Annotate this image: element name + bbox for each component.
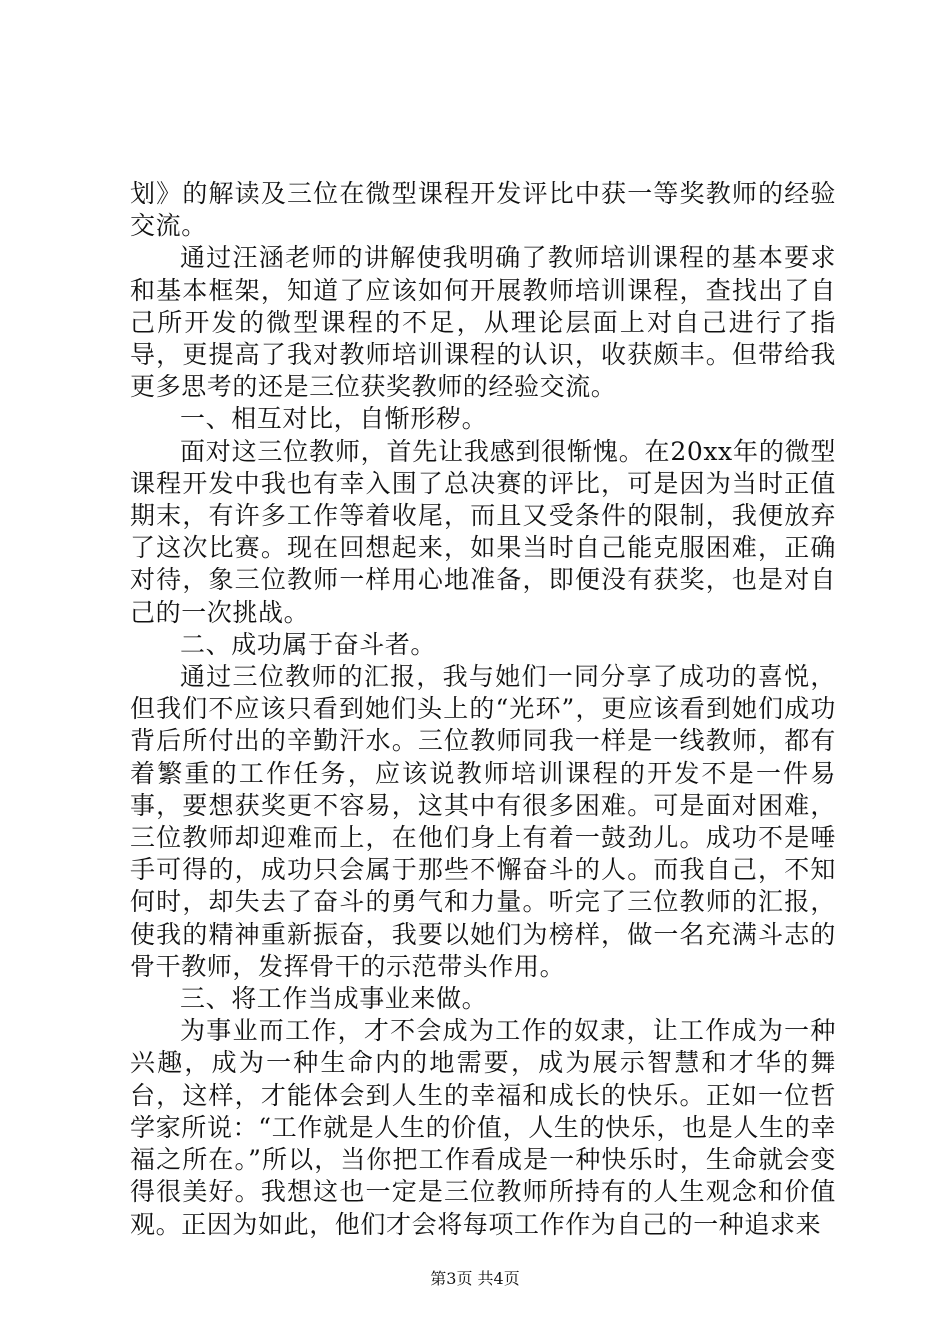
section-heading-3: 三、将工作当成事业来做。: [180, 984, 488, 1014]
paragraph-section-3: 为事业而工作，才不会成为工作的奴隶，让工作成为一种兴趣，成为一种生命内的地需要，成为展示智慧和才华的舞台，这样，才能体会到人生的幸福和成长的快乐。正如一位哲学家所说：“工作就是人生的价值，人生的快乐，也是人生的幸福之所在。”所以，当你把工作看成是一种快乐时，生命就会变得很美好。我想这也一定是三位教师所持有的人生观念和价值观。正因为如此，他们才会将每项工作作为自己的一种追求来: [130, 1016, 836, 1239]
page-number-footer: 第3页 共4页: [430, 1269, 520, 1288]
paragraph-section-1: 面对这三位教师，首先让我感到很惭愧。在20xx年的微型课程开发中我也有幸入围了总决赛的评比，可是因为当时正值期末，有许多工作等着收尾，而且又受条件的限制，我便放弃了这次比赛。现在回想起来，如果当时自己能克服困难，正确对待，象三位教师一样用心地准备，即便没有获奖，也是对自己的一次挑战。: [130, 436, 836, 627]
section-heading-1: 一、相互对比，自惭形秽。: [180, 404, 488, 434]
section-heading-2: 二、成功属于奋斗者。: [180, 629, 437, 659]
paragraph-intro: 通过汪涵老师的讲解使我明确了教师培训课程的基本要求和基本框架，知道了应该如何开展教师培训课程，查找出了自己所开发的微型课程的不足，从理论层面上对自己进行了指导，更提高了我对教师培训课程的认识，收获颇丰。但带给我更多思考的还是三位获奖教师的经验交流。: [130, 243, 836, 402]
paragraph-section-2: 通过三位教师的汇报，我与她们一同分享了成功的喜悦，但我们不应该只看到她们头上的“光环”，更应该看到她们成功背后所付出的辛勤汗水。三位教师同我一样是一线教师，都有着繁重的工作任务，应该说教师培训课程的开发不是一件易事，要想获奖更不容易，这其中有很多困难。可是面对困难，三位教师却迎难而上，在他们身上有着一鼓劲儿。成功不是唾手可得的，成功只会属于那些不懈奋斗的人。而我自己，不知何时，却失去了奋斗的勇气和力量。听完了三位教师的汇报，使我的精神重新振奋，我要以她们为榜样，做一名充满斗志的骨干教师，发挥骨干的示范带头作用。: [130, 662, 836, 981]
paragraph-continuation: 划》的解读及三位在微型课程开发评比中获一等奖教师的经验交流。: [130, 179, 836, 241]
document-body: [130, 178, 836, 1241]
